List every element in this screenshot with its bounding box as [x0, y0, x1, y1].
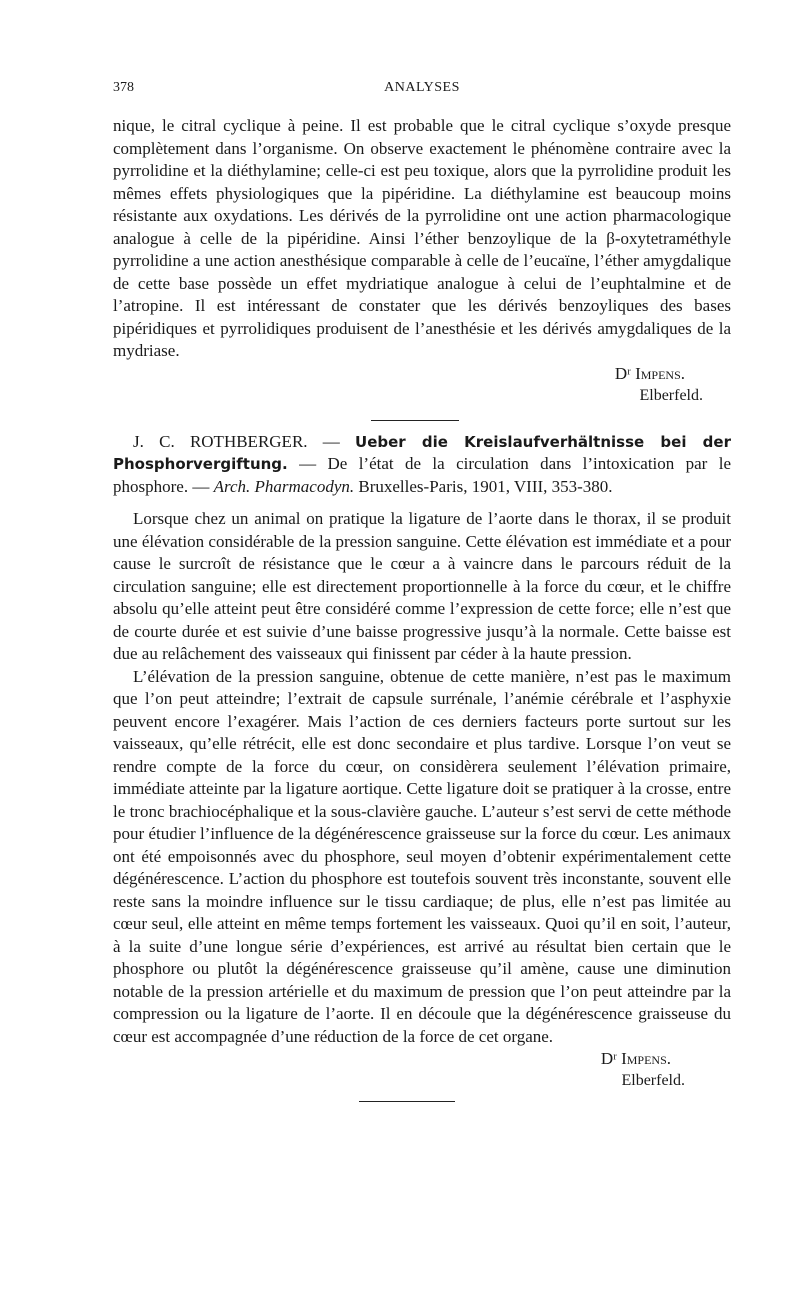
page-number: 378	[113, 80, 134, 95]
article2-subtitle: — De l’état de la circulation dans l’intoxication par le phosphore. —	[113, 454, 731, 496]
article1-paragraph: nique, le citral cyclique à peine. Il est probable que le citral cyclique s’oxyde presque complètement dans l’organisme. On observe exactement le phénomène contraire avec la pyrrolidine et la diéthylamine; celle-ci est peu toxique, alors que la pyrrolidine produit les mêmes effets physiologiques que la pipéridine. La diéthylamine est beaucoup moins résistante aux oxydations. Les dérivés de la pyrrolidine ont une action pharmacologique analogue à celle de la pipéridine. Ainsi l’éther benzoylique de la β-oxytetraméthyle pyrrolidine a une action anesthésique comparable à celle de l’eucaïne, l’éther amygdalique de cette base possède un effet mydriatique analogue à celui de l’euphtalmine et de l’atropine. Il est intéressant de constater que les dérivés benzoyliques des bases pipéridiques et pyrrolidiques produisent de l’anesthésie et les dérivés amygdaliques de la mydriase.	[113, 116, 731, 360]
article2-dash: —	[307, 431, 356, 451]
article1-place: Elberfeld.	[639, 387, 703, 404]
article2-paragraph-1: Lorsque chez un animal on pratique la ligature de l’aorte dans le thorax, il se produit une élévation considérable de la pression sanguine. Cette élévation est immédiate et a pour cause le surcroît de résistance que le cœur a à vaincre dans le parcours réduit de la circulation sanguine; elle est directement proportionnelle à la force du cœur, et le chiffre absolu qu’elle atteint peut être considéré comme l’expression de cette force; elle n’est que de courte durée et est suivie d’une baisse progressive jusqu’à la normale. Cette baisse est due au relâchement des vaisseaux qui finissent par céder à la haute pression.	[113, 509, 731, 663]
article2-signature-line	[113, 1048, 731, 1071]
article2-author: J. C. ROTHBERGER.	[133, 431, 308, 451]
article1-signature-line	[113, 363, 731, 386]
article2-paragraph-2: L’élévation de la pression sanguine, obtenue de cette manière, n’est pas le maximum que l’on peut atteindre; l’extrait de capsule surrénale, l’anémie cérébrale et l’asphyxie peuvent encore l’exagérer. Mais l’action de ces derniers facteurs porte surtout sur les vaisseaux, qu’elle rétrécit, elle est donc secondaire et plus tardive. Lorsque l’on veut se rendre compte de la force du cœur, on considèrera seulement l’élévation primaire, immédiate atteinte par la ligature aortique. Cette ligature doit se pratiquer à la crosse, entre le tronc brachiocéphalique et la sous-clavière gauche. L’auteur s’est servi de cette méthode pour étudier l’influence de la dégénérescence graisseuse sur la force du cœur. Les animaux ont été empoisonnés avec du phosphore, seul moyen d’obtenir expérimentalement cette dégénérescence. L’action du phosphore est toutefois souvent très inconstante, souvent elle reste sans la moindre influence sur le tissu cardiaque; de plus, elle n’est pas limitée au cœur seul, elle atteint en même temps fortement les vaisseaux. Quoi qu’il en soit, l’auteur, à la suite d’une longue série d’expériences, est arrivé au résultat bien certain que le phosphore ou plutôt la dégénérescence graisseuse qu’il amène, cause une diminution notable de la pression artérielle et du maximum de pression que l’on peut atteindre par la compression ou la ligature de l’aorte. Il en découle que la dégénérescence graisseuse du cœur est accompagnée d’une réduction de la force de cet organe.	[113, 666, 731, 1046]
article2-signature: Dʳ Impens.	[600, 1049, 671, 1068]
page-header	[113, 80, 731, 98]
article1-signature: Dʳ Impens.	[614, 363, 685, 383]
article2-title: Ueber die Kreislaufverhältnisse bei der Phosphorvergiftung.	[113, 432, 731, 473]
section-divider	[371, 420, 459, 421]
article2-reference	[113, 431, 731, 499]
running-title: ANALYSES	[384, 80, 460, 95]
document-page	[113, 80, 731, 1102]
article2-citation: Bruxelles-Paris, 1901, VIII, 353-380.	[354, 476, 613, 496]
end-divider	[359, 1101, 455, 1102]
article2-journal: Arch. Pharmacodyn.	[213, 476, 355, 496]
article2-place: Elberfeld.	[621, 1071, 685, 1089]
